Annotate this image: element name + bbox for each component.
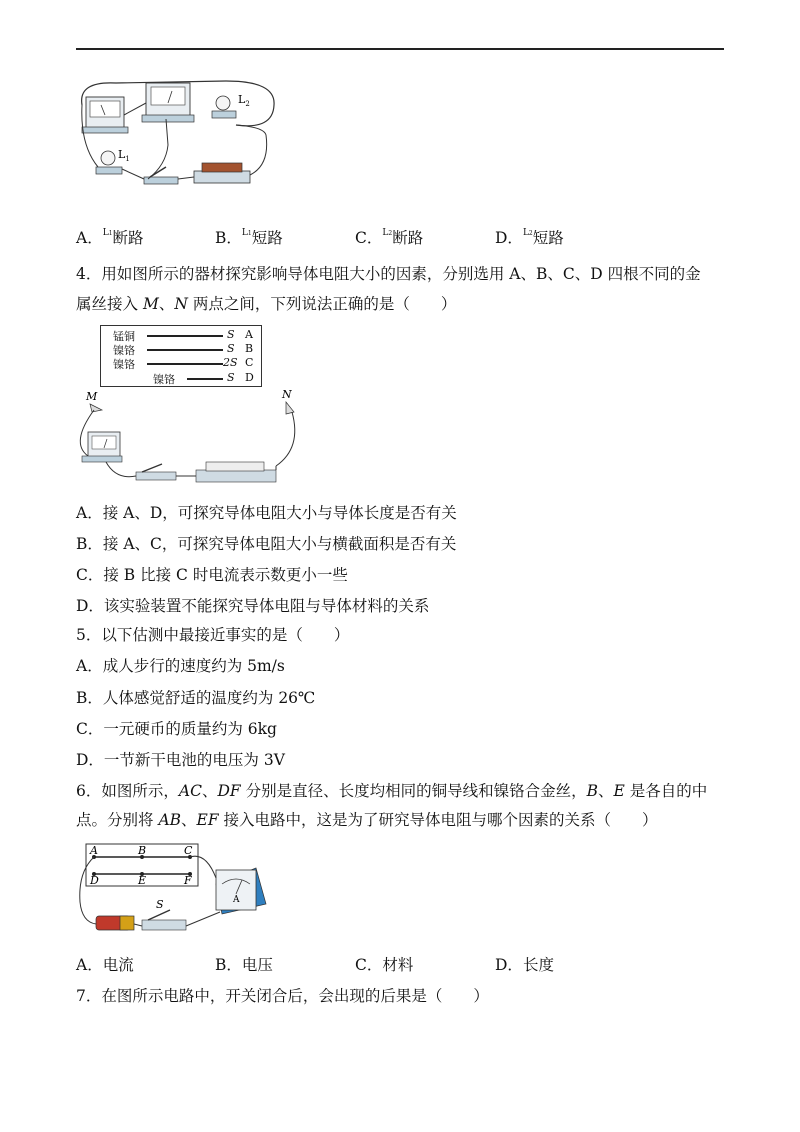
q6-option-a[interactable]: A．电流 [76,956,134,974]
q3-circuit-figure [76,75,276,190]
q5-stem: 5．以下估测中最接近事实的是（ ） [76,626,350,644]
q3-option-b[interactable]: B．$^{L1}$短路 [215,228,283,247]
q6-circuit-figure [76,842,276,937]
q3-option-c[interactable]: C．$^{L2}$断路 [355,228,424,247]
q3-option-a[interactable]: A．$^{L1}$断路 [76,228,144,247]
q3-label-l1: $L_1$ [118,148,130,163]
q5-option-d[interactable]: D．一节新干电池的电压为 3V [76,751,285,769]
q5-option-c[interactable]: C．一元硬币的质量约为 6kg [76,720,277,738]
q7-stem: 7．在图所示电路中，开关闭合后，会出现的后果是（ ） [76,987,489,1005]
q5-option-b[interactable]: B．人体感觉舒适的温度约为 26℃ [76,689,316,707]
q4-option-b[interactable]: B．接 A、C，可探究导体电阻大小与横截面积是否有关 [76,535,457,553]
q6-stem-line1: 6．如图所示，AC、DF 分别是直径、长度均相同的铜导线和镍铬合金丝，B、E 是各自的中 [76,782,708,800]
q4-option-d[interactable]: D．该实验装置不能探究导体电阻与导体材料的关系 [76,597,430,615]
q4-wire-d-material: 镍铬 [153,373,175,386]
q6-option-b[interactable]: B．电压 [215,956,273,974]
q4-clip-n-label: N [282,388,292,401]
q6-point-a: A [90,844,98,857]
q4-wire-c-material: 镍铬 [113,358,135,371]
q4-stem-line1: 4．用如图所示的器材探究影响导体电阻大小的因素，分别选用 A、B、C、D 四根不同的金 [76,265,701,283]
q4-stem-line2: 属丝接入 M、N 两点之间，下列说法正确的是（ ） [76,295,457,313]
q6-option-d[interactable]: D．长度 [495,956,554,974]
q4-wire-a-material: 锰铜 [113,330,135,343]
q4-clip-m-label: M [86,390,98,403]
q3-label-l2: $L_2$ [238,93,250,108]
q5-option-a[interactable]: A．成人步行的速度约为 5m/s [76,657,285,675]
q6-meter-label: A [233,895,240,905]
q6-point-d: D [90,874,99,887]
q6-stem-line2: 点。分别将 AB、EF 接入电路中，这是为了研究导体电阻与哪个因素的关系（ ） [76,811,658,829]
q6-point-e: E [138,874,147,887]
q3-option-d[interactable]: D．$^{L2}$短路 [495,228,564,247]
q6-point-f: F [184,874,192,887]
q4-circuit-figure [76,388,306,490]
header-rule [76,48,724,50]
q6-option-c[interactable]: C．材料 [355,956,414,974]
q4-wire-board: 锰铜 镍铬 镍铬 镍铬 S S 2S S A B C D [100,325,262,387]
q4-option-a[interactable]: A．接 A、D，可探究导体电阻大小与导体长度是否有关 [76,504,457,522]
q6-point-c: C [184,844,193,857]
q6-switch-label: S [156,898,164,911]
q6-point-b: B [138,844,147,857]
q4-wire-b-material: 镍铬 [113,344,135,357]
q4-option-c[interactable]: C．接 B 比接 C 时电流表示数更小一些 [76,566,348,584]
